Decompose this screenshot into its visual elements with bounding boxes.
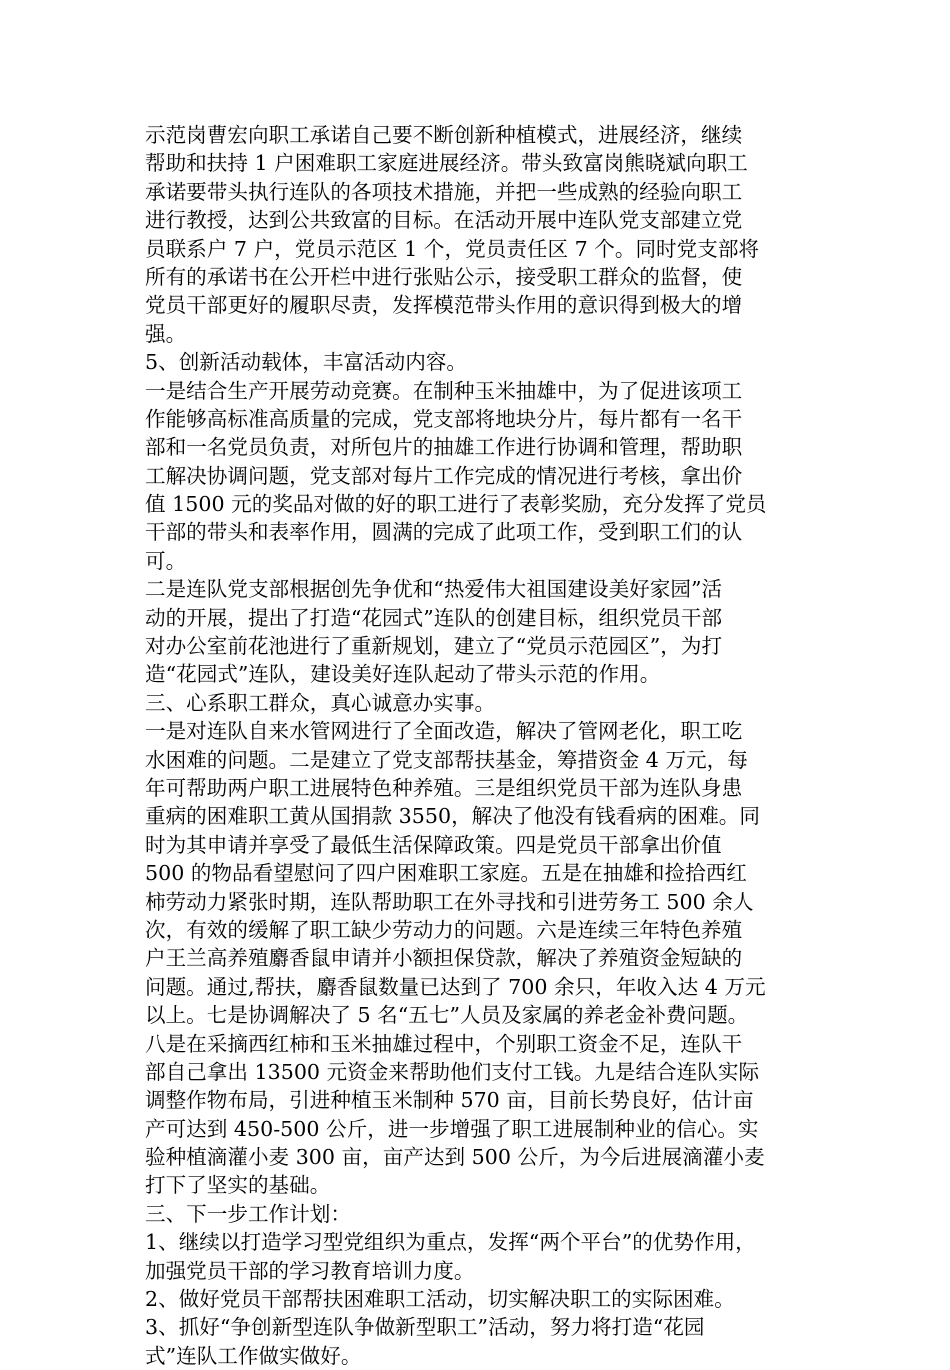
text-line: 重病的困难职工黄从国捐款 3550，解决了他没有钱看病的困难。同 — [145, 804, 760, 829]
text-line: 干部的带头和表率作用，圆满的完成了此项工作，受到职工们的认 — [145, 520, 743, 545]
text-line: 2、做好党员干部帮扶困难职工活动，切实解决职工的实际困难。 — [145, 1287, 735, 1312]
text-line: 动的开展，提出了打造“花园式”连队的创建目标，组织党员干部 — [145, 605, 723, 630]
text-line: 造“花园式”连队，建设美好连队起动了带头示范的作用。 — [145, 662, 661, 687]
text-line: 所有的承诺书在公开栏中进行张贴公示，接受职工群众的监督，使 — [145, 264, 743, 289]
text-line: 产可达到 450-500 公斤，进一步增强了职工进展制种业的信心。实 — [145, 1116, 759, 1141]
text-line: 一是对连队自来水管网进行了全面改造，解决了管网老化，职工吃 — [145, 719, 743, 744]
section-heading: 三、下一步工作计划： — [145, 1201, 351, 1226]
text-line: 时为其申请并享受了最低生活保障政策。四是党员干部拿出价值 — [145, 832, 722, 857]
text-line: 员联系户 7 户，党员示范区 1 个，党员责任区 7 个。同时党支部将 — [145, 236, 760, 261]
text-line: 值 1500 元的奖品对做的好的职工进行了表彰奖励，充分发挥了党员 — [145, 492, 767, 517]
text-line: 问题。通过,帮扶，麝香鼠数量已达到了 700 余只，年收入达 4 万元 — [145, 974, 766, 999]
text-line: 进行教授，达到公共致富的目标。在活动开展中连队党支部建立党 — [145, 208, 743, 233]
text-line: 二是连队党支部根据创先争优和“热爱伟大祖国建设美好家园”活 — [145, 577, 723, 602]
text-line: 年可帮助两户职工进展特色种养殖。三是组织党员干部为连队身患 — [145, 775, 743, 800]
text-line: 帮助和扶持 1 户困难职工家庭进展经济。带头致富岗熊晓斌向职工 — [145, 151, 748, 176]
text-line: 强。 — [145, 321, 187, 346]
text-line: 工解决协调问题，党支部对每片工作完成的情况进行考核，拿出价 — [145, 463, 743, 488]
text-line: 式”连队工作做实做好。 — [145, 1343, 362, 1368]
text-line: 次，有效的缓解了职工缺少劳动力的问题。六是连续三年特色养殖 — [145, 917, 743, 942]
section-heading: 三、心系职工群众，真心诚意办实事。 — [145, 690, 496, 715]
text-line: 户王兰高养殖麝香鼠申请并小额担保贷款，解决了养殖资金短缺的 — [145, 946, 743, 971]
text-line: 调整作物布局，引进种植玉米制种 570 亩，目前长势良好，估计亩 — [145, 1088, 754, 1113]
text-line: 部和一名党员负责，对所包片的抽雄工作进行协调和管理，帮助职 — [145, 435, 743, 460]
text-line: 以上。七是协调解决了 5 名“五七”人员及家属的养老金补费问题。 — [145, 1003, 749, 1028]
text-line: 党员干部更好的履职尽责，发挥模范带头作用的意识得到极大的增 — [145, 293, 743, 318]
text-line: 可。 — [145, 548, 187, 573]
text-line: 承诺要带头执行连队的各项技术措施，并把一些成熟的经验向职工 — [145, 179, 743, 204]
text-line: 对办公室前花池进行了重新规划，建立了“党员示范园区”，为打 — [145, 634, 723, 659]
text-line: 八是在采摘西红柿和玉米抽雄过程中，个别职工资金不足，连队干 — [145, 1031, 743, 1056]
text-line: 500 的物品看望慰问了四户困难职工家庭。五是在抽雄和捡拾西红 — [145, 861, 747, 886]
text-line: 加强党员干部的学习教育培训力度。 — [145, 1258, 475, 1283]
text-line: 柿劳动力紧张时期，连队帮助职工在外寻找和引进劳务工 500 余人 — [145, 889, 754, 914]
text-line: 作能够高标准高质量的完成，党支部将地块分片，每片都有一名干 — [145, 406, 743, 431]
text-line: 打下了坚实的基础。 — [145, 1173, 331, 1198]
text-line: 部自己拿出 13500 元资金来帮助他们支付工钱。九是结合连队实际 — [145, 1059, 760, 1084]
text-line: 示范岗曹宏向职工承诺自己要不断创新种植模式，进展经济，继续 — [145, 123, 743, 147]
text-line: 验种植滴灌小麦 300 亩，亩产达到 500 公斤，为今后进展滴灌小麦 — [145, 1145, 765, 1170]
text-line: 一是结合生产开展劳动竞赛。在制种玉米抽雄中，为了促进该项工 — [145, 378, 743, 403]
text-line: 3、抓好“争创新型连队争做新型职工”活动，努力将打造“花园 — [145, 1315, 705, 1340]
section-heading: 5、创新活动载体，丰富活动内容。 — [145, 350, 468, 375]
text-line: 1、继续以打造学习型党组织为重点，发挥“两个平台”的优势作用， — [145, 1230, 756, 1255]
document-body — [145, 121, 815, 1370]
text-line: 水困难的问题。二是建立了党支部帮扶基金，筹措资金 4 万元，每 — [145, 747, 748, 772]
